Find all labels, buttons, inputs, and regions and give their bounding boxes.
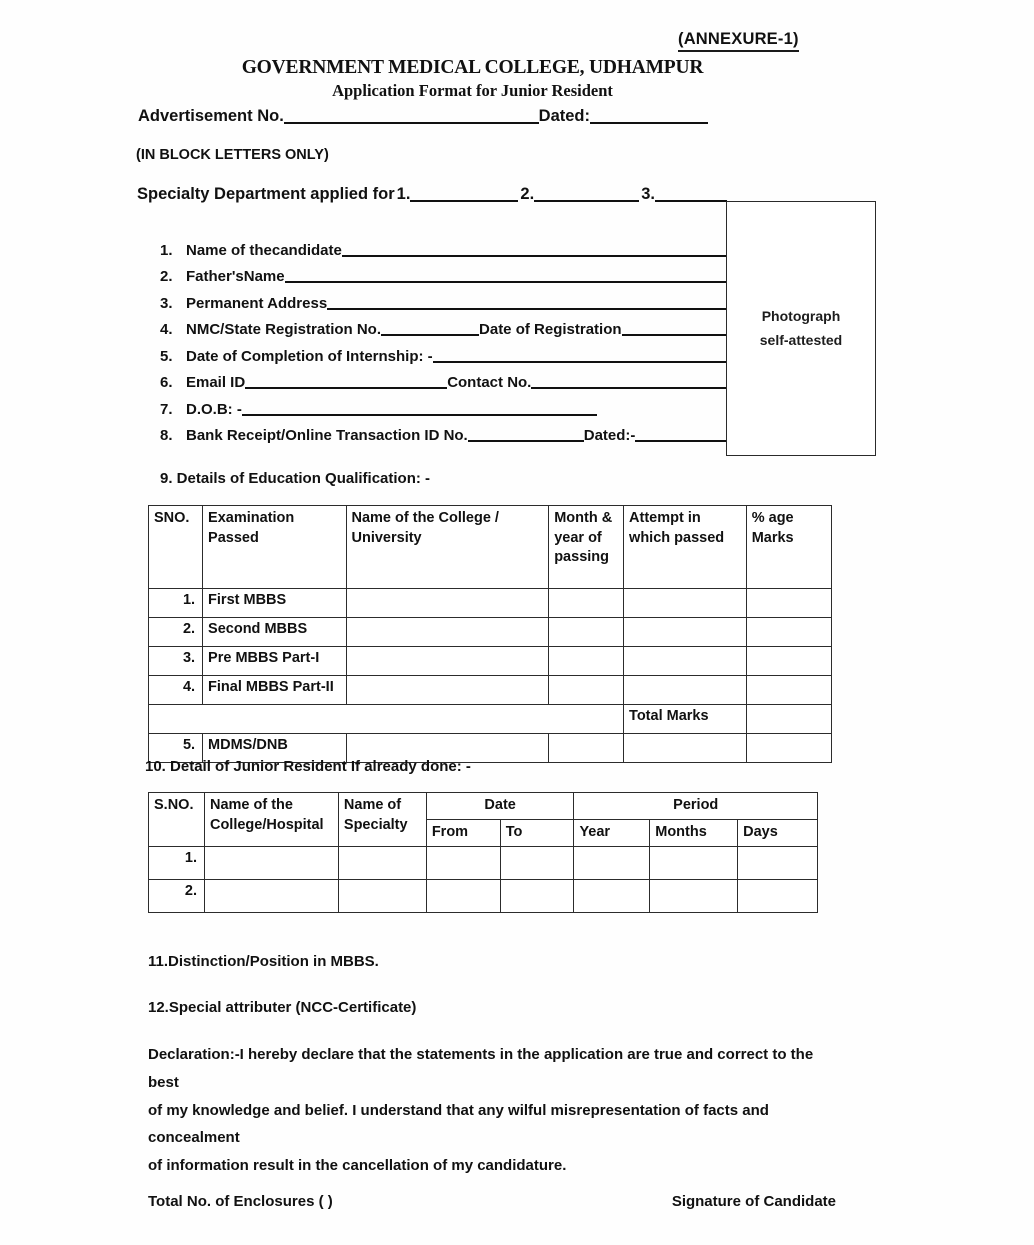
list-item bbox=[160, 312, 726, 339]
field-index: 6. bbox=[160, 374, 173, 391]
column-header-to: To bbox=[500, 820, 574, 847]
row-attempt-input[interactable] bbox=[624, 647, 747, 676]
row-sno: 3. bbox=[149, 647, 203, 676]
table-row bbox=[149, 880, 818, 913]
annexure-label: (ANNEXURE-1) bbox=[678, 30, 799, 52]
personal-details-list bbox=[160, 232, 726, 444]
row-attempt-input[interactable] bbox=[624, 618, 747, 647]
row-marks-input[interactable] bbox=[746, 647, 831, 676]
list-item bbox=[160, 285, 726, 312]
junior-resident-table bbox=[148, 792, 818, 913]
row-attempt-input[interactable] bbox=[624, 676, 747, 705]
row-examination: MDMS/DNB bbox=[203, 734, 346, 763]
permanent-address-input[interactable] bbox=[327, 294, 726, 310]
table-header-row bbox=[149, 506, 832, 589]
row-days-input[interactable] bbox=[738, 847, 818, 880]
row-examination: First MBBS bbox=[203, 589, 346, 618]
specialty-index-2: 2. bbox=[520, 185, 535, 203]
email-id-input[interactable] bbox=[245, 373, 447, 389]
list-item bbox=[160, 365, 726, 392]
row-college-input[interactable] bbox=[346, 589, 549, 618]
signature-of-candidate-label: Signature of Candidate bbox=[671, 1193, 836, 1210]
contact-no-input[interactable] bbox=[531, 373, 726, 389]
table-row bbox=[149, 647, 832, 676]
field-index: 4. bbox=[160, 321, 173, 338]
declaration-line-3: of information result in the cancellation of my candidature. bbox=[148, 1157, 567, 1174]
row-to-input[interactable] bbox=[500, 847, 574, 880]
section-11-label: 11.Distinction/Position in MBBS. bbox=[148, 953, 379, 970]
photograph-label-line1: Photograph bbox=[761, 307, 841, 324]
row-marks-input[interactable] bbox=[746, 676, 831, 705]
row-college-input[interactable] bbox=[346, 647, 549, 676]
field-index: 2. bbox=[160, 268, 173, 285]
row-month-input[interactable] bbox=[549, 734, 624, 763]
bank-receipt-dated-input[interactable] bbox=[635, 426, 726, 442]
list-item bbox=[160, 391, 726, 418]
column-header-sno: S.NO. bbox=[149, 793, 205, 847]
total-marks-input[interactable] bbox=[746, 705, 831, 734]
row-sno: 5. bbox=[149, 734, 203, 763]
row-month-input[interactable] bbox=[549, 589, 624, 618]
list-item bbox=[160, 259, 726, 286]
row-months-input[interactable] bbox=[650, 847, 738, 880]
fathers-name-input[interactable] bbox=[285, 267, 726, 283]
field-label: Father'sName bbox=[186, 268, 285, 285]
education-qualification-table bbox=[148, 505, 832, 763]
row-attempt-input[interactable] bbox=[624, 589, 747, 618]
section-9-label: 9. Details of Education Qualification: - bbox=[160, 470, 431, 487]
table-total-row bbox=[149, 705, 832, 734]
field-label: NMC/State Registration No. bbox=[186, 321, 382, 338]
total-spacer-cell bbox=[149, 705, 624, 734]
table-row bbox=[149, 618, 832, 647]
advertisement-row bbox=[138, 107, 708, 126]
table-header-row-group bbox=[149, 793, 818, 820]
column-header-specialty: Name of Specialty bbox=[338, 793, 426, 847]
specialty-row bbox=[137, 185, 727, 204]
section-10-label: 10. Detail of Junior Resident If already done: - bbox=[145, 758, 471, 775]
field-index: 8. bbox=[160, 427, 173, 444]
advertisement-no-input[interactable] bbox=[284, 108, 539, 124]
list-item bbox=[160, 232, 726, 259]
field-index: 5. bbox=[160, 347, 173, 365]
row-sno: 1. bbox=[149, 589, 203, 618]
field-label: Name of thecandidate bbox=[186, 241, 342, 259]
footer bbox=[148, 1193, 836, 1210]
row-year-input[interactable] bbox=[574, 880, 650, 913]
row-examination: Second MBBS bbox=[203, 618, 346, 647]
column-header-year: Year bbox=[574, 820, 650, 847]
bank-receipt-id-input[interactable] bbox=[468, 426, 584, 442]
field-label: Date of Completion of Internship: - bbox=[186, 347, 433, 365]
column-header-from: From bbox=[426, 820, 500, 847]
page-subtitle: Application Format for Junior Resident bbox=[332, 81, 613, 100]
field-label-secondary: Contact No. bbox=[447, 374, 532, 391]
list-item bbox=[160, 418, 726, 445]
row-from-input[interactable] bbox=[426, 847, 500, 880]
field-index: 1. bbox=[160, 241, 173, 259]
declaration-line-1: Declaration:-I hereby declare that the statements in the application are true and correct to the best bbox=[148, 1046, 814, 1091]
row-sno: 4. bbox=[149, 676, 203, 705]
row-days-input[interactable] bbox=[738, 880, 818, 913]
page-title: GOVERNMENT MEDICAL COLLEGE, UDHAMPUR bbox=[241, 57, 704, 78]
field-index: 3. bbox=[160, 294, 173, 312]
row-specialty-input[interactable] bbox=[338, 847, 426, 880]
table-row bbox=[149, 847, 818, 880]
row-year-input[interactable] bbox=[574, 847, 650, 880]
row-month-input[interactable] bbox=[549, 647, 624, 676]
field-label-secondary: Date of Registration bbox=[479, 321, 622, 338]
field-label-secondary: Dated:- bbox=[583, 427, 636, 444]
block-letters-note: (IN BLOCK LETTERS ONLY) bbox=[136, 147, 329, 163]
column-header-examination: Examination Passed bbox=[203, 506, 346, 589]
name-of-candidate-input[interactable] bbox=[342, 241, 726, 257]
declaration-block bbox=[148, 1041, 838, 1180]
column-header-sno: SNO. bbox=[149, 506, 203, 589]
row-sno: 2. bbox=[149, 618, 203, 647]
section-12-label: 12.Special attributer (NCC-Certificate) bbox=[148, 999, 417, 1016]
field-label: Bank Receipt/Online Transaction ID No. bbox=[186, 427, 468, 444]
column-header-college-hospital: Name of the College/Hospital bbox=[204, 793, 338, 847]
internship-completion-input[interactable] bbox=[433, 347, 726, 363]
column-header-college: Name of the College / University bbox=[346, 506, 549, 589]
row-college-input[interactable] bbox=[204, 847, 338, 880]
table-row bbox=[149, 589, 832, 618]
row-examination: Pre MBBS Part-I bbox=[203, 647, 346, 676]
specialty-input-3[interactable] bbox=[655, 186, 727, 202]
field-index: 7. bbox=[160, 400, 173, 418]
row-college-input[interactable] bbox=[346, 676, 549, 705]
specialty-index-3: 3. bbox=[641, 185, 655, 203]
column-header-days: Days bbox=[738, 820, 818, 847]
dob-input[interactable] bbox=[242, 400, 597, 416]
row-college-input[interactable] bbox=[204, 880, 338, 913]
row-to-input[interactable] bbox=[500, 880, 574, 913]
specialty-input-2[interactable] bbox=[534, 186, 639, 202]
row-sno: 1. bbox=[149, 847, 205, 880]
specialty-label: Specialty Department applied for bbox=[137, 185, 395, 203]
total-enclosures-label: Total No. of Enclosures ( ) bbox=[148, 1193, 333, 1210]
table-row bbox=[149, 676, 832, 705]
column-header-period-group: Period bbox=[574, 793, 818, 820]
advertisement-dated-input[interactable] bbox=[590, 108, 708, 124]
list-item bbox=[160, 338, 726, 365]
date-of-registration-input[interactable] bbox=[622, 320, 726, 336]
advertisement-label: Advertisement No. bbox=[138, 107, 284, 125]
field-label: Permanent Address bbox=[186, 294, 328, 312]
row-marks-input[interactable] bbox=[746, 618, 831, 647]
total-marks-label: Total Marks bbox=[624, 705, 747, 734]
row-examination: Final MBBS Part-II bbox=[203, 676, 346, 705]
column-header-percentage: % age Marks bbox=[746, 506, 831, 589]
column-header-date-group: Date bbox=[426, 793, 574, 820]
photograph-label-line2: self-attested bbox=[759, 331, 843, 348]
specialty-input-1[interactable] bbox=[410, 186, 518, 202]
field-label: D.O.B: - bbox=[186, 400, 242, 418]
row-from-input[interactable] bbox=[426, 880, 500, 913]
declaration-line-2: of my knowledge and belief. I understand that any wilful misrepresentation of facts and concealment bbox=[148, 1101, 769, 1147]
dated-label: Dated: bbox=[538, 107, 590, 125]
row-month-input[interactable] bbox=[549, 676, 624, 705]
row-attempt-input[interactable] bbox=[624, 734, 747, 763]
row-marks-input[interactable] bbox=[746, 734, 831, 763]
specialty-index-1: 1. bbox=[396, 185, 411, 203]
column-header-attempt: Attempt in which passed bbox=[624, 506, 747, 589]
field-label: Email ID bbox=[186, 374, 246, 391]
row-month-input[interactable] bbox=[549, 618, 624, 647]
row-marks-input[interactable] bbox=[746, 589, 831, 618]
row-specialty-input[interactable] bbox=[338, 880, 426, 913]
photograph-box[interactable] bbox=[726, 201, 876, 456]
row-sno: 2. bbox=[149, 880, 205, 913]
row-college-input[interactable] bbox=[346, 618, 549, 647]
column-header-month-year: Month & year of passing bbox=[549, 506, 624, 589]
column-header-months: Months bbox=[650, 820, 738, 847]
row-months-input[interactable] bbox=[650, 880, 738, 913]
registration-no-input[interactable] bbox=[381, 320, 479, 336]
